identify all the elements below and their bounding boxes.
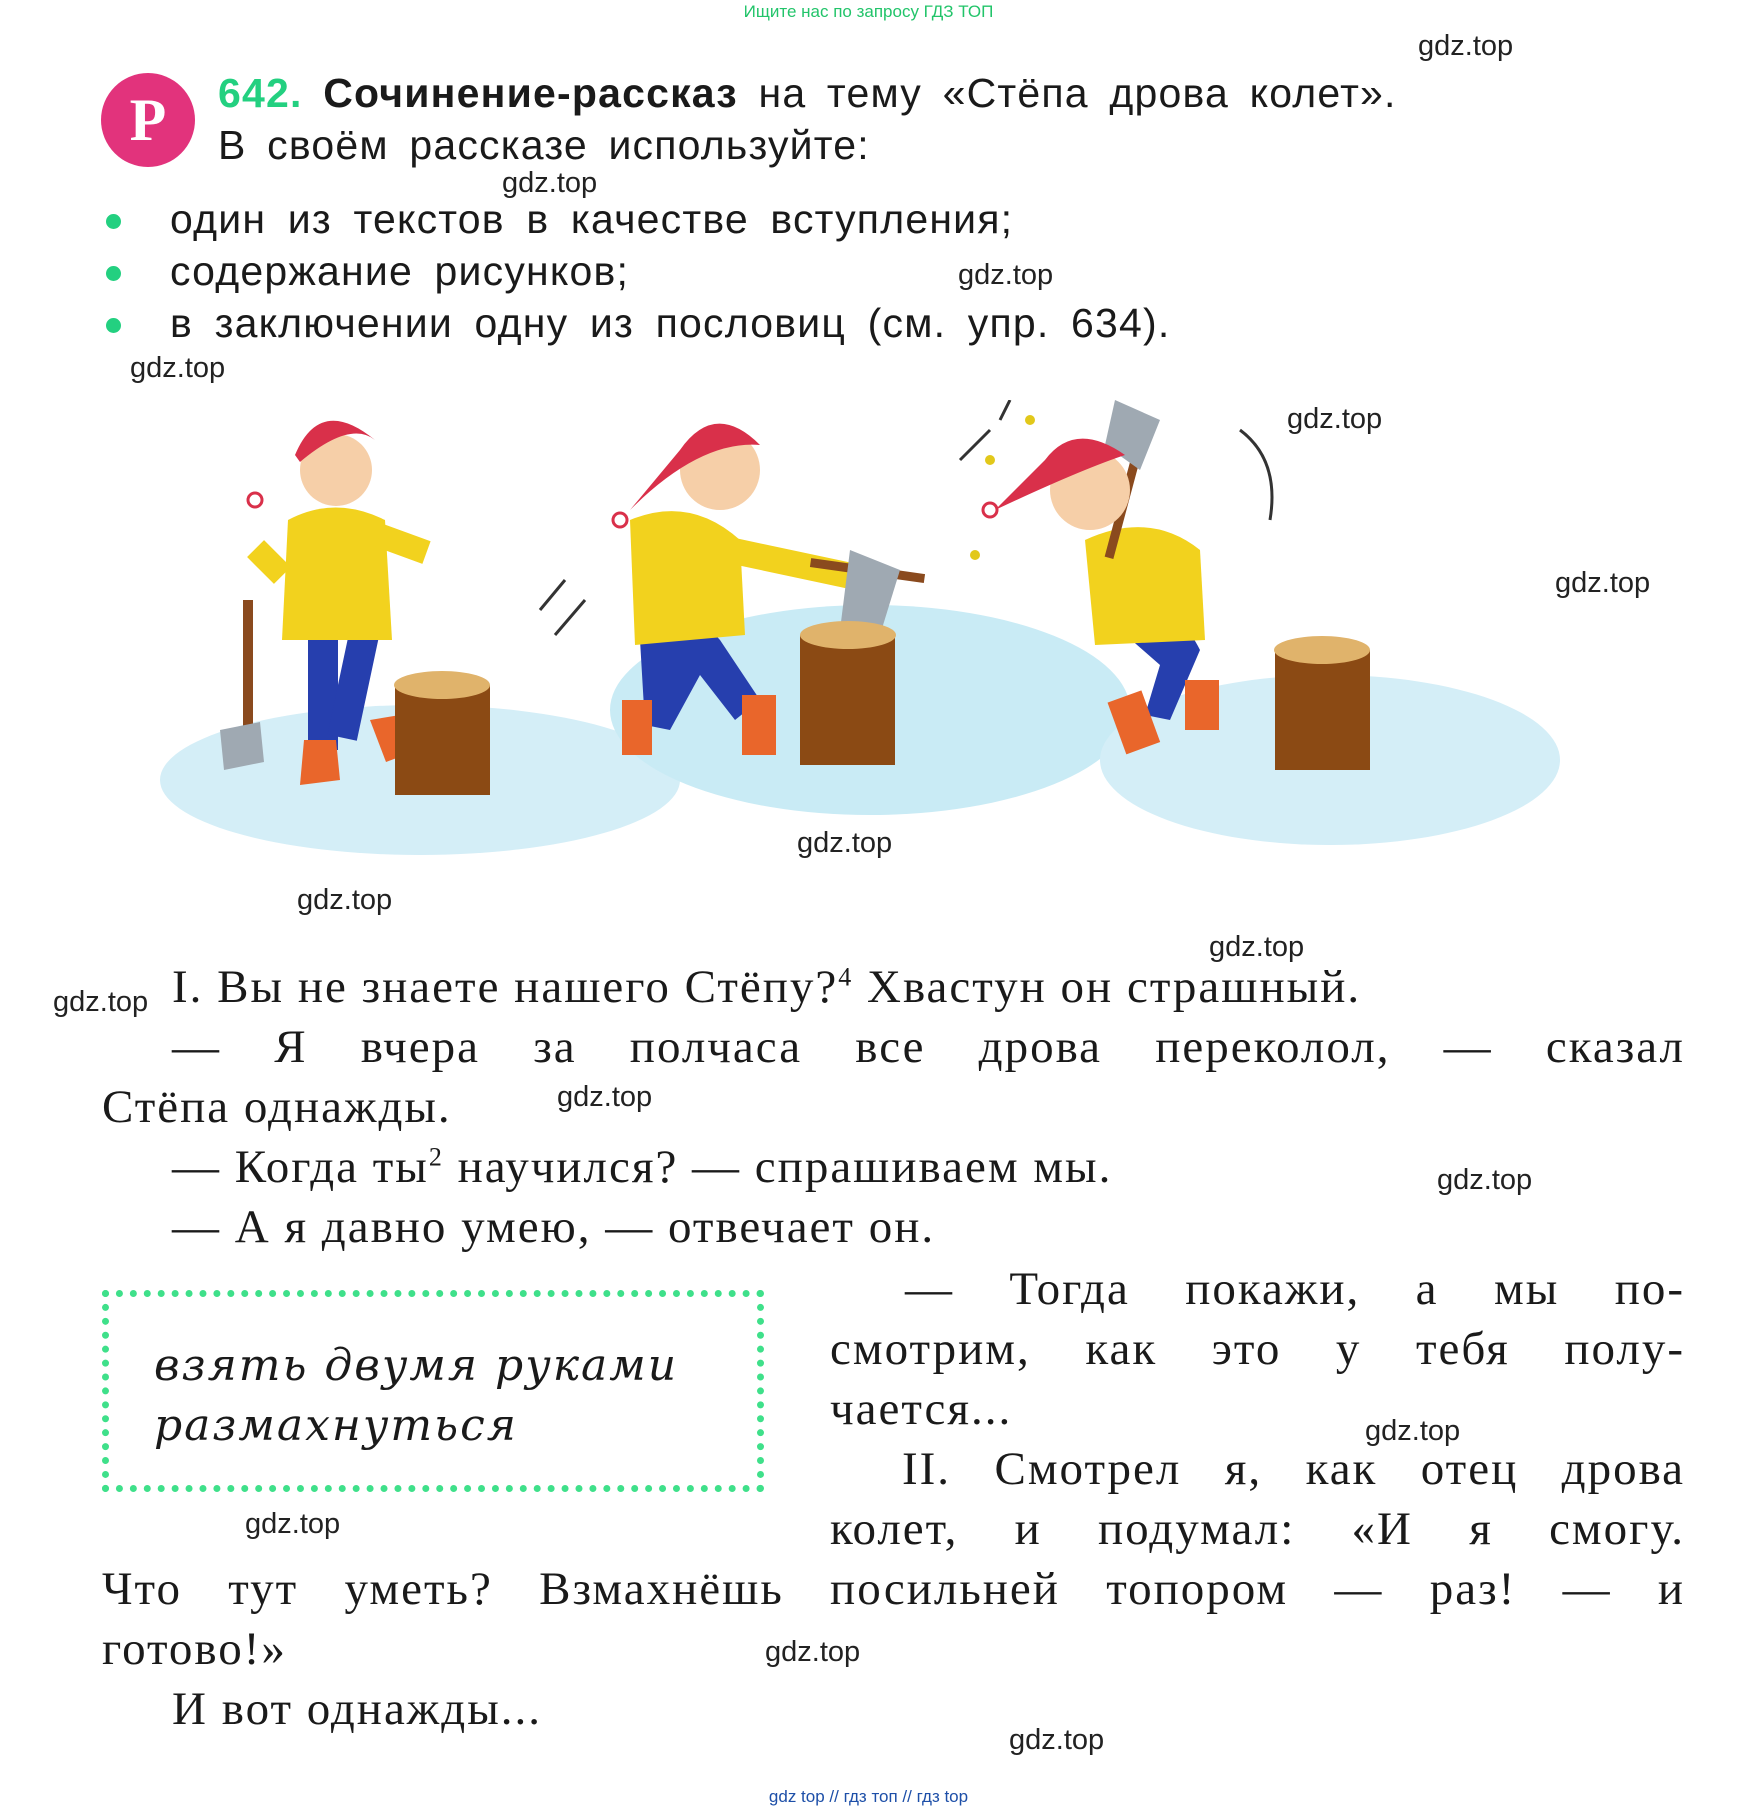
stump: [800, 621, 896, 765]
bullet-item: содержание рисунков;: [170, 248, 630, 294]
watermark: gdz.top: [1437, 1164, 1533, 1196]
vocabulary-item: размахнуться: [154, 1400, 518, 1451]
watermark: gdz.top: [1418, 30, 1514, 62]
watermark: gdz.top: [502, 167, 598, 199]
story-line: чается...: [830, 1383, 1013, 1435]
story-text: научился? — спрашиваем мы.: [443, 1141, 1113, 1193]
watermark: gdz.top: [1009, 1724, 1105, 1756]
stump: [1274, 636, 1370, 770]
story-line: — Тогда покажи, а мы по-: [905, 1263, 1685, 1315]
bullet-item: в заключении одну из пословиц (см. упр. 634).: [170, 300, 1171, 346]
story-line: готово!»: [102, 1623, 287, 1675]
watermark: gdz.top: [1365, 1415, 1461, 1447]
story-line: И вот однажды...: [172, 1683, 543, 1735]
watermark: gdz.top: [1555, 567, 1651, 599]
watermark: gdz.top: [765, 1636, 861, 1668]
story-line: [172, 1140, 1112, 1194]
watermark: gdz.top: [53, 986, 149, 1018]
top-banner: Ищите нас по запросу ГДЗ ТОП: [743, 2, 994, 21]
watermark: gdz.top: [1287, 403, 1383, 435]
watermark: gdz.top: [557, 1081, 653, 1113]
vocabulary-item: взять двумя руками: [154, 1340, 679, 1391]
footnote-marker: 4: [838, 962, 854, 992]
watermark: gdz.top: [1209, 931, 1305, 963]
bullet-icon: [106, 214, 121, 229]
story-line: смотрим, как это у тебя полу-: [830, 1323, 1685, 1375]
bullet-item: один из текстов в качестве вступления;: [170, 196, 1014, 242]
task-line-2: В своём рассказе используйте:: [218, 122, 870, 168]
watermark: gdz.top: [245, 1508, 341, 1540]
story-line: Стёпа однажды.: [102, 1081, 452, 1133]
task-title-line: [218, 70, 1397, 117]
bullet-icon: [106, 318, 121, 333]
bullet-icon: [106, 266, 121, 281]
exercise-badge: Р: [101, 73, 195, 167]
watermark: gdz.top: [958, 259, 1054, 291]
story-text: — Когда ты: [172, 1141, 429, 1193]
footnote-marker: 2: [428, 1142, 444, 1172]
vocabulary-box: [102, 1290, 764, 1492]
task-title-rest: на тему «Стёпа дрова колет».: [758, 70, 1397, 116]
watermark: gdz.top: [130, 352, 226, 384]
story-line: [172, 960, 1361, 1014]
story-line: II. Смотрел я, как отец дрова: [902, 1443, 1685, 1495]
story-line: колет, и подумал: «И я смогу.: [830, 1503, 1685, 1555]
stump: [394, 671, 490, 795]
watermark: gdz.top: [297, 884, 393, 916]
story-line: Что тут уметь? Взмахнёшь посильней топором — раз! — и: [102, 1563, 1685, 1615]
watermark: gdz.top: [797, 827, 893, 859]
story-line: — А я давно умею, — отвечает он.: [172, 1201, 936, 1253]
task-title-bold: Сочинение-рассказ: [323, 70, 738, 116]
story-text: Хвастун он страшный.: [853, 961, 1362, 1013]
footer: gdz top // гдз топ // гдз top: [768, 1787, 969, 1806]
story-line: — Я вчера за полчаса все дрова переколол, — сказал: [172, 1021, 1685, 1073]
task-number: 642.: [218, 70, 303, 116]
illustration: [160, 400, 1560, 880]
story-text: I. Вы не знаете нашего Стёпу?: [172, 961, 839, 1013]
